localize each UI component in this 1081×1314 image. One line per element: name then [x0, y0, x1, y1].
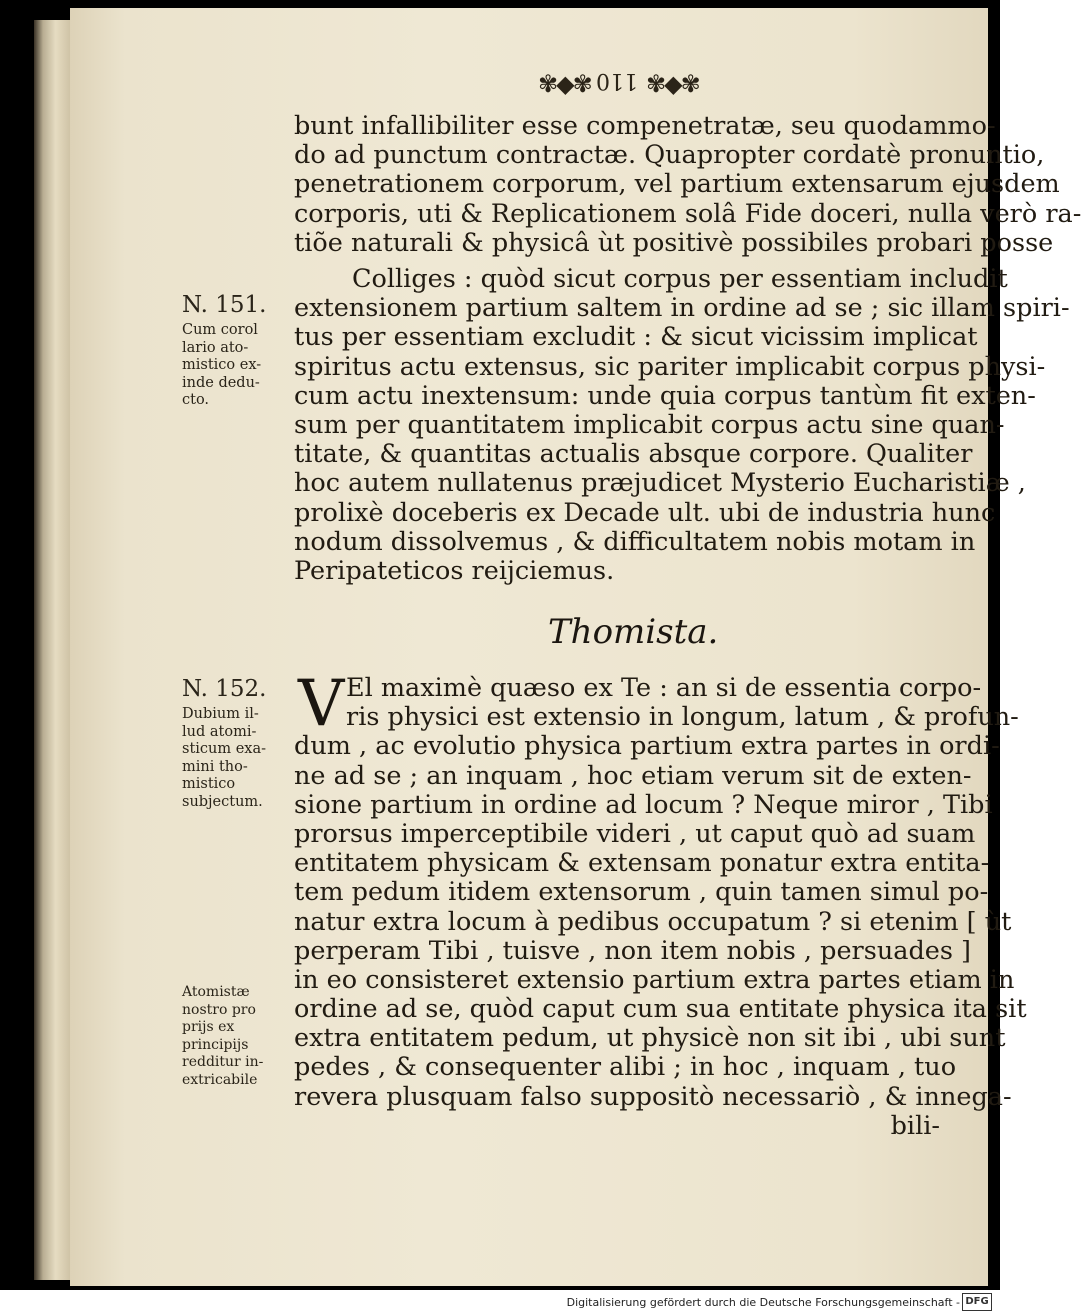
- margin-note-line: Cum corol: [182, 322, 258, 338]
- text-line-catchword: bili-: [890, 1110, 940, 1141]
- paragraph-colliges: [294, 265, 1070, 586]
- margin-note-line: extricabile: [182, 1071, 258, 1088]
- margin-note-line: redditur in-: [182, 1054, 264, 1070]
- margin-note-line: subjectum.: [182, 793, 263, 810]
- text-line: corporis, uti & Replicationem solâ Fide doceri, nulla verò ra-: [294, 198, 1081, 229]
- margin-note-line: prijs ex: [182, 1019, 235, 1035]
- margin-note-n152: [182, 676, 267, 811]
- margin-note-line: Atomistæ: [182, 984, 250, 1000]
- text-line: tem pedum itidem extensorum , quin tamen simul po-: [294, 877, 989, 908]
- margin-note-number: N. 151.: [182, 292, 267, 318]
- text-line: ris physici est extensio in longum, latum , & profun-: [346, 702, 1019, 733]
- section-heading: Thomista.: [548, 612, 719, 652]
- margin-note-line: principijs: [182, 1036, 249, 1053]
- text-line: prorsus imperceptibile videri , ut caput quò ad suam: [294, 818, 976, 849]
- margin-note-line: cto.: [182, 392, 210, 408]
- text-line: do ad punctum contractæ. Quapropter cordatè pronuntio,: [294, 140, 1045, 171]
- text-line: entitatem physicam & extensam ponatur extra entita-: [294, 848, 990, 879]
- margin-note-line: mistico: [182, 776, 236, 792]
- text-line: sione partium in ordine ad locum ? Neque miror , Tibi: [294, 789, 993, 820]
- paragraph-thomista: [294, 667, 1027, 1141]
- footer-credit: Digitalisierung gefördert durch die Deutsche Forschungsgemeinschaft -: [566, 1296, 960, 1309]
- margin-note-number: N. 152.: [182, 676, 267, 702]
- margin-note-line: inde dedu-: [182, 374, 260, 391]
- text-line: revera plusquam falso suppositò necessariò , & innega-: [294, 1081, 1012, 1112]
- margin-note-line: Dubium il-: [182, 706, 259, 722]
- text-line: Colliges : quòd sicut corpus per essentiam includit: [352, 264, 1008, 294]
- text-line: dum , ac evolutio physica partium extra partes in ordi-: [294, 731, 1000, 762]
- paragraph-continuation: [294, 112, 1081, 258]
- dfg-logo-icon: DFG: [962, 1293, 992, 1311]
- header-ornament-right-icon: ✾◆✾: [646, 70, 699, 98]
- text-line: spiritus actu extensus, sic pariter implicabit corpus physi-: [294, 351, 1046, 382]
- margin-note-line: mini tho-: [182, 758, 248, 775]
- text-line: pedes , & consequenter alibi ; in hoc , inquam , tuo: [294, 1052, 957, 1083]
- book-page-edges: [34, 20, 70, 1280]
- text-line: cum actu inextensum: unde quia corpus tantùm fit exten-: [294, 380, 1036, 411]
- margin-note-line: mistico ex-: [182, 357, 262, 373]
- drop-cap: V: [298, 667, 345, 741]
- text-line: nodum dissolvemus , & difficultatem nobis motam in: [294, 526, 976, 557]
- text-line: ordine ad se, quòd caput cum sua entitate physica ita sit: [294, 994, 1027, 1025]
- margin-note-atomistae: [182, 984, 263, 1089]
- text-line: extensionem partium saltem in ordine ad se ; sic illam spiri-: [294, 293, 1070, 324]
- text-line: bunt infallibiliter esse compenetratæ, seu quodammo-: [294, 111, 996, 141]
- text-line: ne ad se ; an inquam , hoc etiam verum sit de exten-: [294, 760, 972, 791]
- page-header: [538, 68, 718, 102]
- margin-note-line: sticum exa-: [182, 741, 267, 757]
- page-number: 110: [596, 68, 638, 93]
- text-line: Peripateticos reijciemus.: [294, 555, 615, 586]
- text-line: sum per quantitatem implicabit corpus actu sine quan-: [294, 409, 1005, 440]
- margin-note-n151: [182, 292, 267, 410]
- text-line: El maximè quæso ex Te : an si de essentia corpo-: [346, 673, 982, 703]
- text-line: tiõe naturali & physicâ ùt positivè possibiles probari posse: [294, 227, 1054, 258]
- margin-note-line: nostro pro: [182, 1001, 256, 1018]
- header-ornament-left-icon: ✾◆✾: [538, 70, 591, 98]
- text-line: hoc autem nullatenus præjudicet Mysterio Eucharistiæ ,: [294, 468, 1026, 499]
- footer-bar: [0, 1290, 1000, 1314]
- text-line: titate, & quantitas actualis absque corpore. Qualiter: [294, 439, 973, 470]
- text-line: perperam Tibi , tuisve , non item nobis , persuades ]: [294, 935, 971, 966]
- text-line: in eo consisteret extensio partium extra partes etiam in: [294, 964, 1015, 995]
- text-line: prolixè doceberis ex Decade ult. ubi de industria hunc: [294, 497, 996, 528]
- text-line: extra entitatem pedum, ut physicè non sit ibi , ubi sunt: [294, 1023, 1006, 1054]
- text-line: tus per essentiam excludit : & sicut vicissim implicat: [294, 322, 978, 353]
- margin-note-line: lud atomi-: [182, 723, 257, 740]
- margin-note-line: lario ato-: [182, 339, 249, 356]
- text-line: natur extra locum à pedibus occupatum ? si etenim [ ùt: [294, 906, 1012, 937]
- text-line: penetrationem corporum, vel partium extensarum ejusdem: [294, 169, 1060, 200]
